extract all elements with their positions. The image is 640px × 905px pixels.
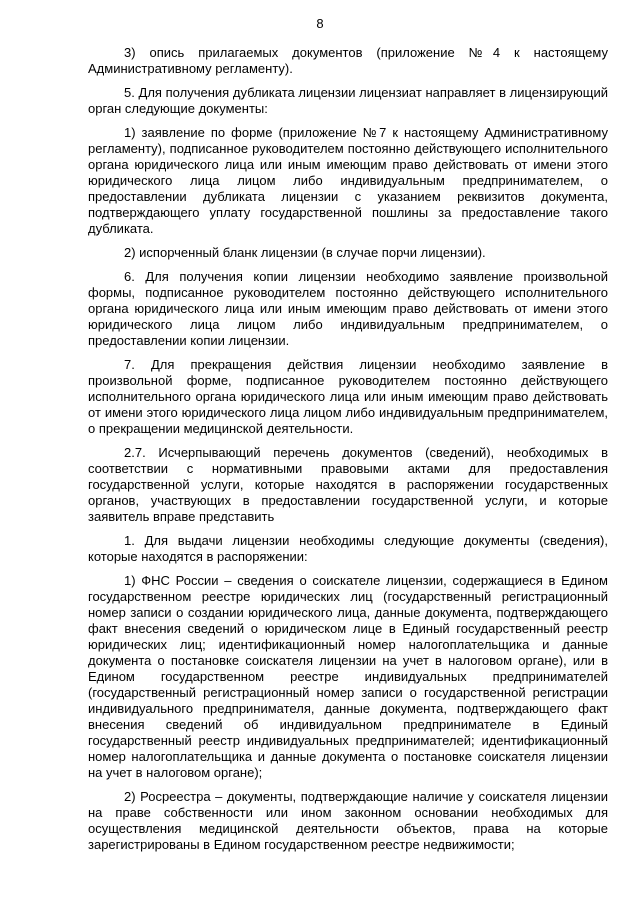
paragraph: 1. Для выдачи лицензии необходимы следующие документы (сведения), которые находятся в распоряжении: xyxy=(88,533,608,564)
paragraph: 7. Для прекращения действия лицензии необходимо заявление в произвольной форме, подписанное руководителем постоянно действующего исполнительного органа юридического лица или иным имеющим право действовать от имени этого юридического лица лицом либо индивидуальным предпринимателем, о прекращении медицинской деятельности. xyxy=(88,357,608,436)
paragraph: 6. Для получения копии лицензии необходимо заявление произвольной формы, подписанное руководителем постоянно действующего исполнительного органа юридического лица или иным имеющим право действовать от имени этого юридического лица лицом либо индивидуальным предпринимателем, о предоставлении копии лицензии. xyxy=(88,269,608,348)
paragraph: 1) ФНС России – сведения о соискателе лицензии, содержащиеся в Едином государственном реестре юридических лиц (государственный регистрационный номер записи о создании юридического лица, данные документа, подтверждающего факт внесения сведений о юридическом лице в Единый государственный реестр юридических лиц; идентификационный номер налогоплательщика и данные документа о постановке соискателя лицензии на учет в налоговом органе), или в Едином государственном реестре индивидуальных предпринимателей (государственный регистрационный номер записи о государственной регистрации индивидуального предпринимателя, данные документа, подтверждающего факт внесения сведений об индивидуальном предпринимателе в Единый государственный реестр индивидуальных предпринимателей; идентификационный номер налогоплательщика и данные документа о постановке соискателя лицензии на учет в налоговом органе); xyxy=(88,573,608,780)
paragraph: 2.7. Исчерпывающий перечень документов (сведений), необходимых в соответствии с нормативными правовыми актами для предоставления государственной услуги, которые находятся в распоряжении государственных органов, участвующих в предоставлении государственной услуги, и которые заявитель вправе представить xyxy=(88,445,608,524)
paragraph: 5. Для получения дубликата лицензии лицензиат направляет в лицензирующий орган следующие документы: xyxy=(88,85,608,116)
paragraph: 2) Росреестра – документы, подтверждающие наличие у соискателя лицензии на праве собственности или ином законном основании необходимых для осуществления медицинской деятельности объектов, права на которые зарегистрированы в Едином государственном реестре недвижимости; xyxy=(88,789,608,852)
page-number: 8 xyxy=(316,16,324,31)
paragraph: 1) заявление по форме (приложение №7 к настоящему Административному регламенту), подписанное руководителем постоянно действующего исполнительного органа юридического лица или иным имеющим право действовать от имени этого юридического лица лицом либо индивидуальным предпринимателем, о предоставлении дубликата лицензии с указанием реквизитов документа, подтверждающего уплату государственной пошлины за предоставление такого дубликата. xyxy=(88,125,608,236)
paragraph: 3) опись прилагаемых документов (приложение №4 к настоящему Административному регламенту). xyxy=(88,45,608,76)
document-body xyxy=(88,45,608,861)
paragraph: 2) испорченный бланк лицензии (в случае порчи лицензии). xyxy=(124,245,486,260)
